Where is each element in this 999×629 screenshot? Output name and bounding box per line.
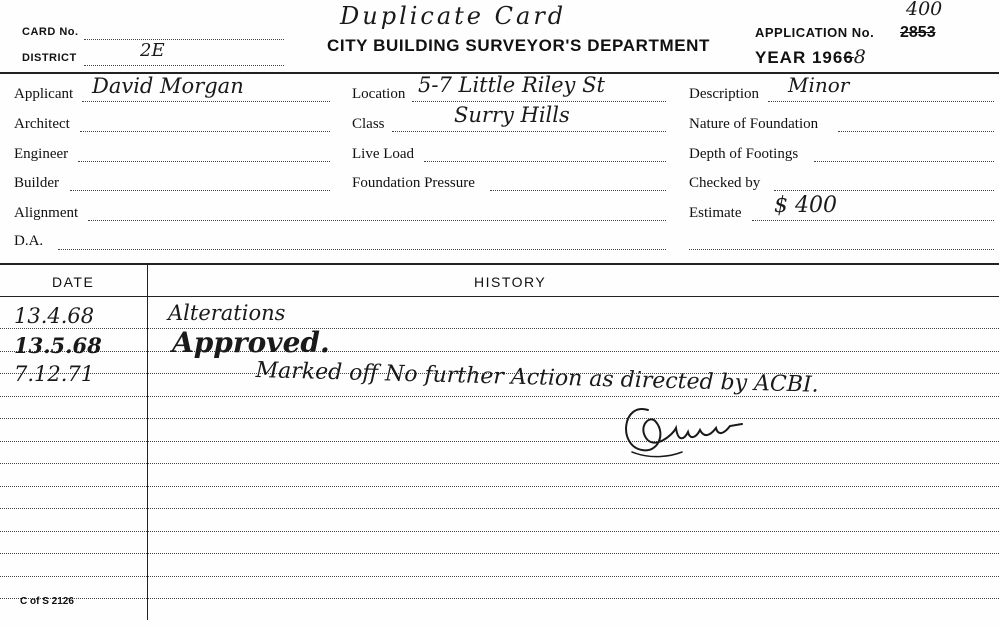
depth-of-footings-label: Depth of Footings [689,146,799,162]
location-line [412,101,666,102]
entry-text-3: Marked off No further Action as directed by ACBI. [255,358,819,398]
description-value: Minor [788,73,850,97]
date-column-header: DATE [52,274,95,290]
class-line [392,131,666,132]
date-column-divider [147,265,148,620]
estimate-value: $ 400 [774,193,837,218]
district-line [84,65,284,66]
entry-date-1: 13.4.68 [14,304,95,328]
description-line [768,101,994,102]
year-struck-digit: 6 [843,48,854,67]
checked-by-label: Checked by [689,175,761,191]
engineer-label: Engineer [14,146,69,162]
history-ruled-line [0,418,999,419]
year-label: YEAR 196 [755,48,844,67]
estimate-line [752,220,994,221]
alignment-label: Alignment [14,205,79,221]
architect-label: Architect [14,116,70,132]
year-field [755,46,867,68]
history-ruled-line [0,328,999,329]
builder-label: Builder [14,175,59,191]
history-header-rule [0,296,999,297]
card-no-label: CARD No. [22,26,79,38]
class-label: Class [352,116,385,132]
form-code: C of S 2126 [20,596,74,607]
application-no-value: 2853 [900,24,936,41]
history-ruled-line [0,486,999,487]
district-value: 2E [140,40,165,61]
history-top-rule [0,263,999,265]
da-label: D.A. [14,233,44,249]
history-ruled-line [0,553,999,554]
alignment-line [88,220,666,221]
application-no-label: APPLICATION No. [755,25,875,40]
architect-line [80,131,330,132]
applicant-line [82,101,330,102]
description-label: Description [689,86,759,102]
foundation-pressure-line [490,190,666,191]
history-ruled-line [0,463,999,464]
entry-date-2: 13.5.68 [14,333,102,358]
applicant-label: Applicant [14,86,74,102]
builder-line [70,190,330,191]
history-ruled-line [0,351,999,352]
history-ruled-line [0,396,999,397]
district-label: DISTRICT [22,52,77,64]
location-value-2: Surry Hills [454,103,570,127]
depth-of-footings-line [814,161,994,162]
entry-text-1: Alterations [168,301,286,325]
history-ruled-line [0,441,999,442]
history-ruled-line [0,531,999,532]
nature-of-foundation-label: Nature of Foundation [689,116,819,132]
engineer-line [78,161,330,162]
location-label: Location [352,86,406,102]
history-ruled-line [0,598,999,599]
card-no-line [84,39,284,40]
history-ruled-line [0,576,999,577]
history-ruled-line [0,508,999,509]
da-line [58,249,666,250]
duplicate-card-note: Duplicate Card [340,2,567,30]
application-no-new: 400 [906,0,943,20]
live-load-line [424,161,666,162]
live-load-label: Live Load [352,146,415,162]
checked-by-line [774,190,994,191]
year-new-digit: 8 [853,46,867,68]
application-no-old [900,24,936,42]
estimate-label: Estimate [689,205,742,221]
foundation-pressure-label: Foundation Pressure [352,175,475,191]
history-column-header: HISTORY [474,274,547,290]
signature-mark [612,396,762,466]
department-title: CITY BUILDING SURVEYOR'S DEPARTMENT [327,36,711,55]
applicant-value: David Morgan [92,74,244,98]
location-value-1: 5-7 Little Riley St [418,73,605,97]
nature-of-foundation-line [838,131,994,132]
entry-date-3: 7.12.71 [14,362,95,386]
blank-line-col3 [689,249,994,250]
entry-text-2: Approved. [172,326,330,359]
